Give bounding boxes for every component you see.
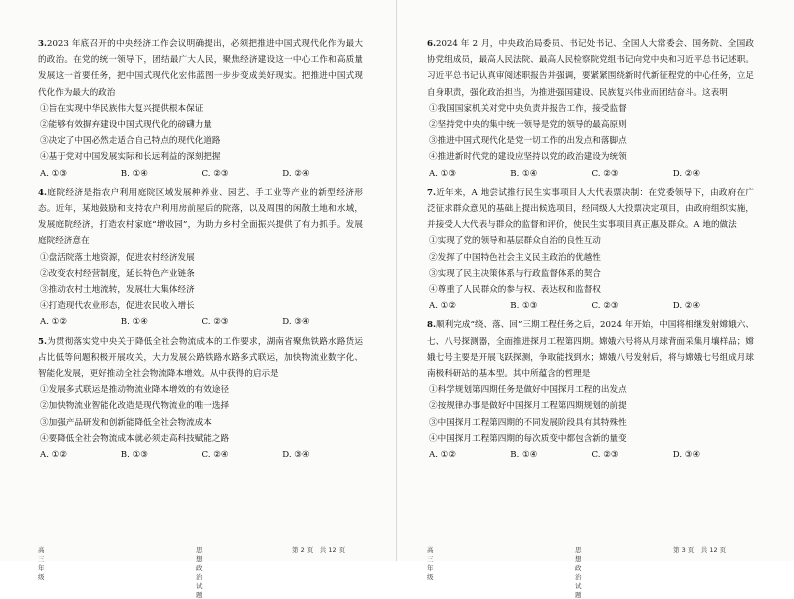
choice-c: C. ②③	[591, 301, 619, 312]
footer-grade: 高三年级	[427, 546, 434, 581]
question-4	[38, 185, 363, 331]
choice-d: D. ③④	[672, 450, 701, 461]
choice-b: B. ①④	[120, 168, 148, 179]
question-stem: 近年来，A 地尝试推行民生实事项目人大代表票决制：在党委领导下，由政府在广泛征求群众意见的基础上提出候选项目，经同级人大投票决定项目，由政府组织实施，并接受人大代表与群众的监督和评价，使民生实事项目真正惠及群众。A 地的做法	[427, 187, 754, 231]
answer-choices	[38, 447, 363, 463]
answer-choices	[427, 447, 754, 463]
option-1: ①旨在实现中华民族伟大复兴提供根本保证	[40, 103, 204, 114]
question-3	[38, 36, 363, 182]
answer-choices	[427, 298, 754, 314]
option-2: ②坚持党中央的集中统一领导是党的领导的最高原则	[429, 120, 627, 131]
option-1: ①实现了党的领导和基层群众自治的良性互动	[429, 236, 601, 247]
footer-subject: 思想政治试题	[196, 546, 203, 599]
option-4: ④推进新时代党的建设应坚持以党的政治建设为统领	[429, 152, 627, 163]
question-number: 5.	[38, 336, 47, 347]
choice-b: B. ①④	[510, 450, 538, 461]
footer-grade: 高三年级	[38, 546, 45, 581]
option-2: ②改变农村经营制度，延长特色产业链条	[40, 268, 195, 279]
option-4: ④中国探月工程第四期的每次质变中都包含新的量变	[429, 433, 627, 444]
option-3: ③中国探月工程第四期的不同发展阶段具有其特殊性	[429, 417, 627, 428]
option-3: ③决定了中国必然走适合自己特点的现代化道路	[40, 136, 221, 147]
option-1: ①科学规划第四期任务是做好中国探月工程的出发点	[429, 385, 627, 396]
question-number: 4.	[38, 187, 47, 198]
choice-a: A. ①③	[429, 168, 457, 179]
option-3: ③加强产品研发和创新能降低全社会物流成本	[40, 417, 212, 428]
option-4: ④打造现代农业形态，促进农民收入增长	[40, 301, 195, 312]
option-2: ②加快物流业智能化改造是现代物流业的唯一选择	[40, 401, 230, 412]
choice-a: A. ①②	[40, 317, 68, 328]
footer-subject: 思想政治试题	[575, 546, 582, 599]
question-column	[38, 36, 363, 466]
choice-a: A. ①②	[429, 450, 457, 461]
footer-page-number: 第 2 页 共 12 页	[292, 546, 346, 554]
question-7	[427, 185, 754, 315]
option-3: ③推动农村土地流转，发展壮大集体经济	[40, 285, 195, 296]
question-stem: 为贯彻落实党中央关于降低全社会物流成本的工作要求，湖南省聚焦铁路水路货运占比低等问题积极开展攻关，大力发展公路铁路水路多式联运，加快物流业数字化、智能化发展，更好推动全社会物流降本增效。从中获得的启示是	[38, 336, 363, 380]
option-1: ①我国国家机关对党中央负责并报告工作，接受监督	[429, 103, 627, 114]
choice-b: B. ①④	[120, 317, 148, 328]
choice-a: A. ①②	[40, 450, 68, 461]
exam-page-right	[397, 0, 794, 599]
option-4: ④要降低全社会物流成本就必须走高科技赋能之路	[40, 433, 230, 444]
option-2: ②发挥了中国特色社会主义民主政治的优越性	[429, 252, 601, 263]
choice-c: C. ②③	[591, 168, 619, 179]
answer-choices	[38, 166, 363, 182]
choice-d: D. ②④	[282, 168, 310, 179]
choice-d: D. ③④	[282, 317, 310, 328]
option-1: ①发展多式联运是推动物流业降本增效的有效途径	[40, 385, 230, 396]
choice-c: C. ②③	[201, 317, 229, 328]
choice-c: C. ②③	[201, 168, 229, 179]
choice-d: D. ③④	[282, 450, 310, 461]
option-1: ①盘活院落土地资源，促进农村经济发展	[40, 252, 195, 263]
choice-b: B. ①③	[120, 450, 148, 461]
choice-a: A. ①③	[40, 168, 68, 179]
choice-c: C. ②③	[591, 450, 619, 461]
question-stem: 2024 年 2 月，中央政治局委员、书记处书记、全国人大常委会、国务院、全国政协党组成员，最高人民法院、最高人民检察院党组书记向党中央和习近平总书记述职。习近平总书记认真审阅述职报告并强调，要紧紧围绕新时代新征程党的中心任务，立足自身职责，强化政治担当，为推进强国建设、民族复兴伟业而团结奋斗。这表明	[427, 39, 754, 98]
choice-b: B. ①③	[510, 301, 538, 312]
choice-d: D. ②④	[672, 168, 701, 179]
option-4: ④尊重了人民群众的参与权、表达权和监督权	[429, 285, 601, 296]
question-5	[38, 334, 363, 464]
answer-choices	[38, 314, 363, 330]
question-stem: 顺利完成“绕、落、回”三期工程任务之后，2024 年开始，中国将相继发射嫦娥六、七、八号探测器，全面推进探月工程第四期。嫦娥六号将从月球背面采集月壤样品；嫦娥七号主要是开展飞跃探测，争取能找到水；嫦娥八号发射后，将与嫦娥七号组成月球南极科研站的基本型。其中所蕴含的哲理是	[427, 320, 754, 380]
answer-choices	[427, 166, 754, 182]
choice-d: D. ②④	[672, 301, 701, 312]
question-6	[427, 36, 754, 182]
question-column	[427, 36, 754, 466]
choice-b: B. ①④	[510, 168, 538, 179]
question-number: 3.	[38, 39, 47, 49]
option-2: ②能够有效摒弃建设中国式现代化的磅礴力量	[40, 120, 212, 131]
question-number: 6.	[427, 39, 436, 49]
question-8	[427, 317, 754, 463]
question-number: 7.	[427, 187, 436, 198]
question-number: 8.	[427, 320, 436, 331]
question-stem: 2023 年底召开的中央经济工作会议明确提出，必须把推进中国式现代化作为最大的政治。在党的统一领导下，团结最广大人民，聚焦经济建设这一中心工作和高质量发展这一首要任务，把中国式现代化宏伟蓝图一步步变成美好现实。把推进中国式现代化作为最大的政治	[38, 39, 363, 98]
footer-page-number: 第 3 页 共 12 页	[673, 546, 727, 554]
option-3: ③实现了民主决策体系与行政监督体系的契合	[429, 268, 601, 279]
option-3: ③推进中国式现代化是党一切工作的出发点和落脚点	[429, 136, 627, 147]
question-stem: 庭院经济是指农户利用庭院区域发展种养业、园艺、手工业等产业的新型经济形态。近年，某地鼓励和支持农户利用房前屋后的院落，以及周围的闲散土地和水域，发展庭院经济，打造农村家庭“增收园”，为助力乡村全面振兴提供了有力抓手。发展庭院经济意在	[38, 187, 363, 247]
option-2: ②按规律办事是做好中国探月工程第四期规划的前提	[429, 401, 627, 412]
choice-c: C. ②④	[201, 450, 229, 461]
choice-a: A. ①②	[429, 301, 457, 312]
option-4: ④基于党对中国发展实际和长远利益的深刻把握	[40, 152, 221, 163]
